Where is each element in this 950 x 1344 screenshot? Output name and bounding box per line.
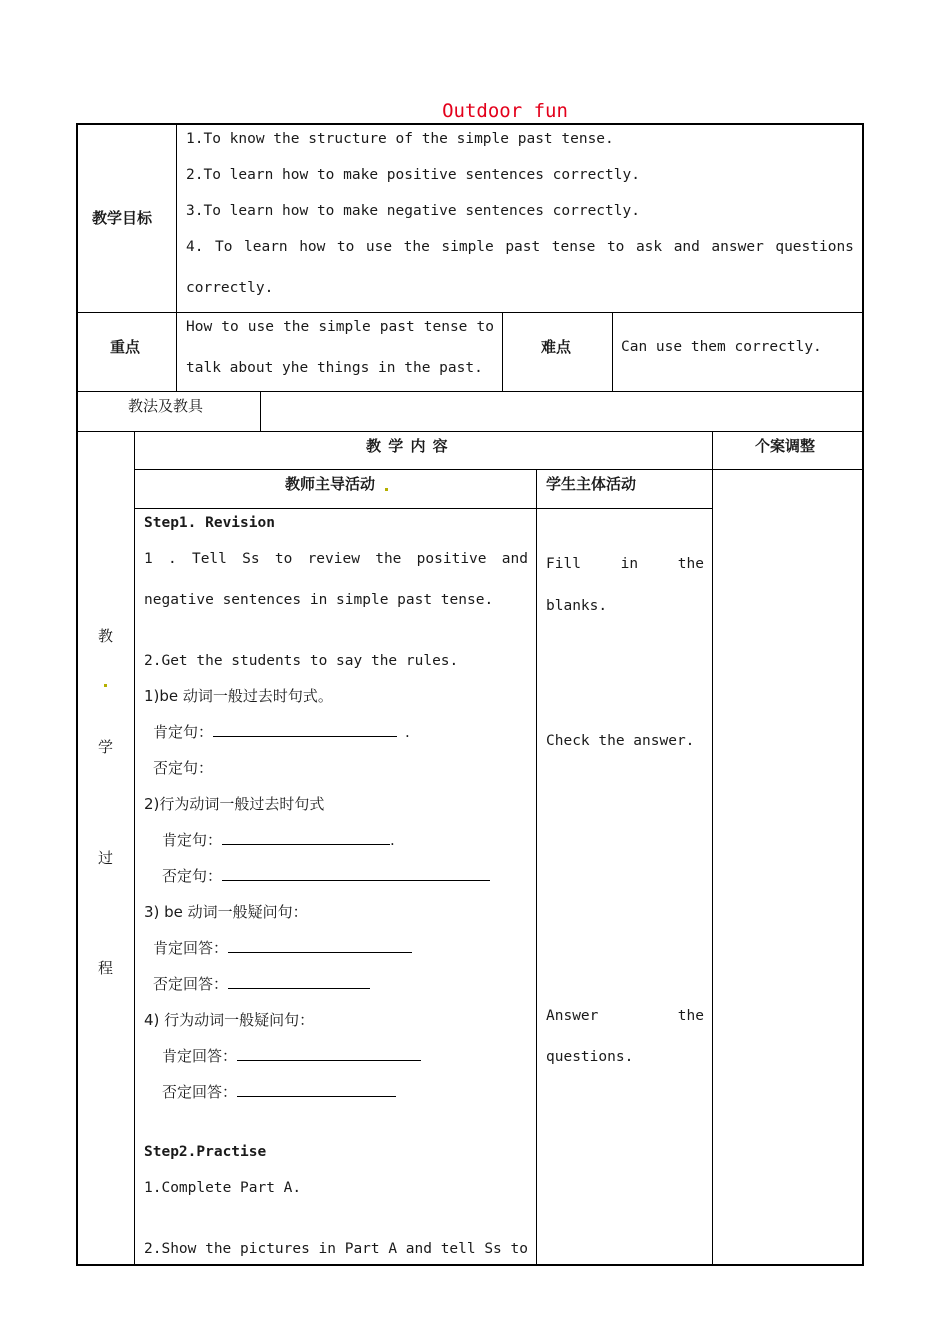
word: how: [299, 239, 326, 255]
dot-mark: [385, 488, 388, 491]
word: Ss: [484, 1241, 502, 1257]
show-line-wrap: [144, 1239, 528, 1259]
complete-line: 1.Complete Part A.: [144, 1180, 302, 1196]
word: tense: [551, 239, 596, 255]
tell-line1: [144, 549, 528, 569]
rules-line: 2.Get the students to say the rules.: [144, 653, 459, 669]
word: past: [379, 319, 415, 335]
word: positive: [416, 551, 487, 567]
word: tell: [440, 1241, 476, 1257]
affirm2-end: .: [390, 831, 395, 849]
word: review: [307, 551, 360, 567]
content-header: 教 学 内 容: [366, 437, 449, 455]
check-line: Check the answer.: [546, 733, 695, 749]
step1-heading: Step1. Revision: [144, 515, 275, 531]
affirm-end: .: [405, 723, 410, 741]
fill-line2: blanks.: [546, 598, 608, 614]
tell-line2: negative sentences in simple past tense.: [144, 592, 494, 608]
word: 1: [144, 551, 153, 567]
difficulty-text: Can use them correctly.: [621, 339, 822, 355]
objective-item: correctly.: [186, 280, 274, 296]
word: to: [476, 319, 494, 335]
blank-line[interactable]: [237, 1082, 396, 1097]
answer-line1: [546, 1006, 704, 1026]
process-side-char: 学: [98, 738, 114, 756]
objective-item: 3.To learn how to make negative sentences correctly.: [186, 203, 640, 219]
word: to: [221, 319, 239, 335]
blank-line[interactable]: [237, 1046, 421, 1061]
word: the: [283, 319, 310, 335]
word: and: [501, 551, 528, 567]
objectives-label: 教学目标: [92, 209, 153, 227]
word: the: [375, 551, 402, 567]
word: use: [247, 319, 274, 335]
word: To: [215, 239, 233, 255]
word: A: [388, 1241, 398, 1257]
neg-label: 否定句：: [153, 759, 214, 777]
difficulty-label: 难点: [541, 338, 572, 356]
blank-line[interactable]: [213, 722, 397, 737]
neg2-text: 否定句：: [162, 867, 223, 885]
word: simple: [318, 319, 371, 335]
answer-line1-wrap: [546, 1006, 704, 1026]
word: Tell: [191, 551, 227, 567]
word: Part: [344, 1241, 380, 1257]
word: simple: [441, 239, 494, 255]
neg-ans2-text: 否定回答：: [162, 1083, 238, 1101]
word: Answer: [546, 1008, 599, 1024]
word: the: [205, 1241, 232, 1257]
methods-label: 教法及教具: [128, 397, 204, 415]
word: Ss: [242, 551, 260, 567]
word: pictures: [240, 1241, 310, 1257]
neg-ans-label: [153, 974, 370, 994]
pos-ans-label: [153, 938, 412, 958]
be-q-title: 3) be 动词一般疑问句：: [144, 903, 308, 921]
teacher-header: 教师主导活动: [285, 475, 376, 493]
fill-line1-wrap: [546, 554, 704, 574]
student-header: 学生主体活动: [546, 475, 637, 493]
word: past: [505, 239, 541, 255]
affirm-label: [153, 722, 410, 742]
blank-line[interactable]: [228, 974, 370, 989]
affirm2-text: 肯定句：: [162, 831, 223, 849]
focus-label: 重点: [110, 338, 141, 356]
process-side-char: 过: [98, 849, 114, 867]
dot-mark: [104, 684, 107, 687]
objective-item: 1.To know the structure of the simple past tense.: [186, 131, 614, 147]
process-side-char: 程: [98, 959, 114, 977]
word: questions: [775, 239, 854, 255]
objective-item: 2.To learn how to make positive sentences correctly.: [186, 167, 640, 183]
neg-ans-text: 否定回答：: [153, 975, 229, 993]
word: to: [274, 551, 293, 567]
fill-line1: [546, 554, 704, 574]
pos-ans2-label: [162, 1046, 421, 1066]
focus-text-line1: [186, 317, 494, 337]
word: 2.Show: [144, 1241, 197, 1257]
process-side-char: 教: [98, 627, 114, 645]
objective-item: [186, 237, 854, 257]
pos-ans2-text: 肯定回答：: [162, 1047, 238, 1065]
word: the: [677, 556, 704, 572]
word: to: [606, 239, 625, 255]
neg2-label: [162, 866, 490, 886]
be-title: 1)be 动词一般过去时句式。: [144, 687, 333, 705]
word: and: [405, 1241, 432, 1257]
word: ask: [635, 239, 663, 255]
word: the: [677, 1008, 704, 1024]
verb-q-title: 4) 行为动词一般疑问句：: [144, 1011, 315, 1029]
adjust-header: 个案调整: [755, 437, 816, 455]
blank-line[interactable]: [222, 830, 390, 845]
step2-heading: Step2.Practise: [144, 1144, 267, 1160]
affirm2-label: [162, 830, 395, 850]
word: to: [336, 239, 355, 255]
blank-line[interactable]: [228, 938, 412, 953]
show-line: [144, 1239, 528, 1259]
tell-line1-wrap: [144, 549, 528, 569]
word: tense: [423, 319, 468, 335]
blank-line[interactable]: [222, 866, 490, 881]
word: 4.: [186, 239, 204, 255]
word: Fill: [546, 556, 581, 572]
neg-ans2-label: [162, 1082, 396, 1102]
answer-line2: questions.: [546, 1049, 634, 1065]
word: and: [673, 239, 700, 255]
affirm-text: 肯定句：: [153, 723, 214, 741]
verb-title: 2)行为动词一般过去时句式: [144, 795, 325, 813]
word: the: [403, 239, 430, 255]
word: learn: [244, 239, 288, 255]
word: in: [620, 556, 639, 572]
page-title: Outdoor fun: [442, 100, 568, 122]
word: answer: [711, 239, 764, 255]
word: in: [318, 1241, 337, 1257]
focus-text-line2: talk about yhe things in the past.: [186, 360, 483, 376]
word: use: [365, 239, 393, 255]
focus-text-line1-wrap: [186, 317, 494, 337]
pos-ans-text: 肯定回答：: [153, 939, 229, 957]
word: .: [167, 551, 177, 567]
objective-item-justified: [186, 237, 854, 257]
word: to: [510, 1241, 528, 1257]
word: How: [186, 319, 213, 335]
